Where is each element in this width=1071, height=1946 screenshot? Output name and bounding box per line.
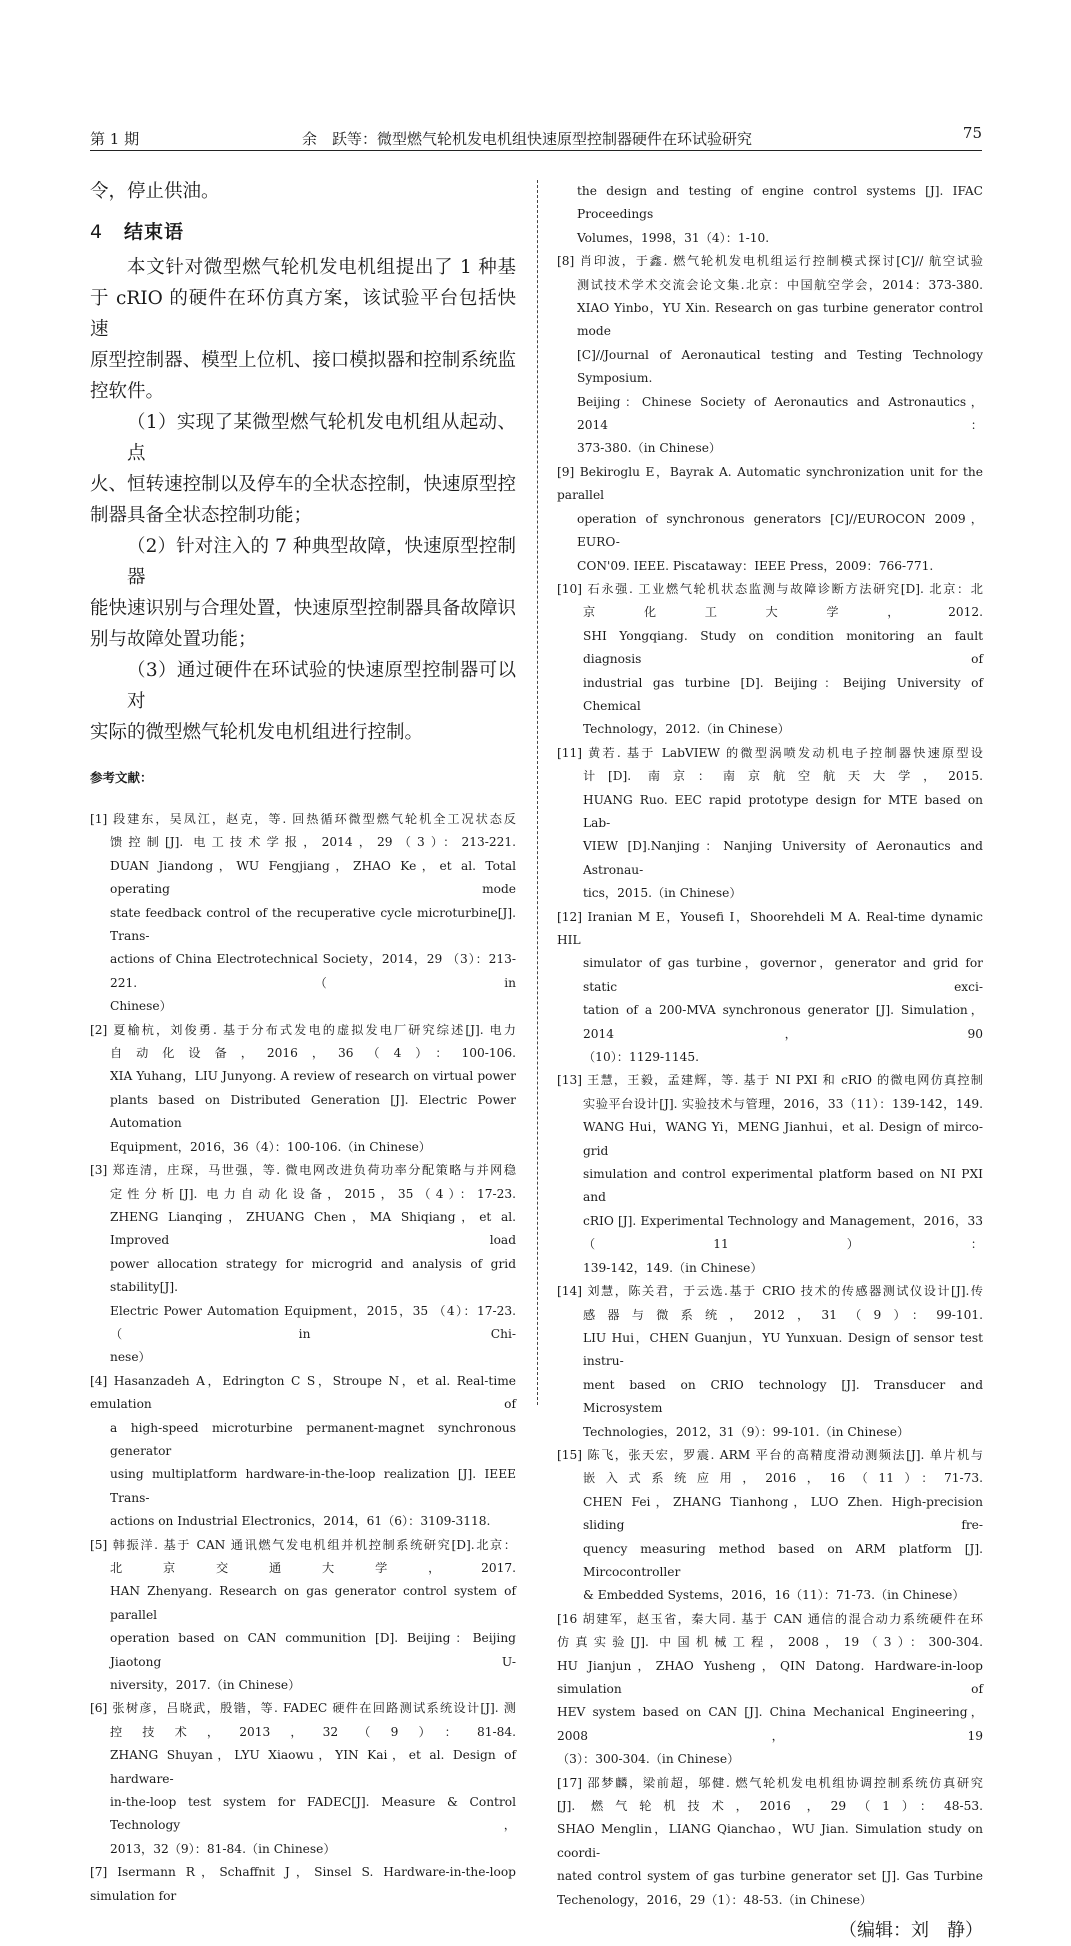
reference-line: [15] 陈飞，张天宏，罗震. ARM 平台的高精度滑动测频法[J]. 单片机与: [557, 1447, 983, 1462]
reference-line: 北京交通大学，2017.: [110, 1561, 516, 1575]
reference-line: operation based on CAN communition [D]. Beijing：Beijing Jiaotong U-: [110, 1631, 516, 1669]
reference-entry: [90, 1861, 516, 1908]
reference-entry: [557, 578, 983, 742]
running-header: [90, 124, 982, 151]
reference-line: [4] Hasanzadeh A，Edrington C S，Stroupe N，et al. Real-time emulation of: [90, 1373, 516, 1412]
paragraph-line: （2）针对注入的 7 种典型故障，快速原型控制器: [127, 536, 516, 588]
reference-line: DUAN Jiandong，WU Fengjiang，ZHAO Ke，et al. Total operating mode: [110, 858, 516, 897]
reference-line: Technology，2012.（in Chinese）: [583, 722, 790, 737]
paragraph-line: （3）通过硬件在环试验的快速原型控制器可以对: [127, 660, 516, 712]
reference-line: SHAO Menglin，LIANG Qianchao，WU Jian. Simulation study on coordi-: [557, 1822, 983, 1860]
reference-line: [7] Isermann R，Schaffnit J，Sinsel S. Hardware-in-the-loop simulation for: [90, 1865, 516, 1903]
reference-entry: [90, 1697, 516, 1861]
paragraph-line: 能快速识别与合理处置，快速原型控制器具备故障识: [90, 598, 516, 619]
reference-line: Techenology，2016，29（1）：48-53.（in Chinese）: [557, 1892, 873, 1907]
reference-line: 373-380.（in Chinese）: [577, 441, 722, 456]
reference-entry: [90, 1159, 516, 1370]
reference-line: using multiplatform hardware-in-the-loop realization [J]. IEEE Trans-: [110, 1467, 516, 1505]
issue-label: 第 1 期: [90, 130, 140, 148]
reference-entry: [557, 1444, 983, 1608]
reference-line: tics，2015.（in Chinese）: [583, 886, 742, 901]
reference-line: ment based on CRIO technology [J]. Transducer and Microsystem: [583, 1377, 983, 1416]
reference-entry: [557, 906, 983, 1070]
reference-line: in-the-loop test system for FADEC[J]. Measure & Control Technology，: [110, 1795, 516, 1833]
reference-line: 2013，32（9）：81-84.（in Chinese）: [110, 1841, 336, 1856]
conclusion-paragraph: [90, 655, 516, 748]
intro-line: 令，停止供油。: [90, 181, 220, 202]
reference-entry: [557, 180, 983, 250]
reference-line: nese）: [110, 1350, 151, 1365]
reference-line: a high-speed microturbine permanent-magnet synchronous generator: [110, 1420, 516, 1458]
reference-entry: [90, 808, 516, 1019]
reference-line: （10）：1129-1145.: [583, 1050, 699, 1065]
references-list-left: [90, 808, 516, 1908]
reference-line: 实验平台设计[J]. 实验技术与管理，2016，33（11）：139-142，149.: [583, 1096, 983, 1111]
reference-entry: [557, 250, 983, 461]
reference-line: 仿真实验[J]. 中国机械工程，2008，19（3）：300-304.: [557, 1635, 983, 1650]
running-title: 余 跃等：微型燃气轮机发电机组快速原型控制器硬件在环试验研究: [302, 130, 753, 148]
reference-line: [1] 段建东，吴凤江，赵克，等. 回热循环微型燃气轮机全工况状态反: [90, 812, 516, 826]
reference-entry: [557, 461, 983, 578]
reference-line: 计[D]. 南京：南京航空航天大学，2015.: [583, 769, 983, 784]
reference-line: nated control system of gas turbine generator set [J]. Gas Turbine: [557, 1869, 983, 1884]
reference-line: Chinese）: [110, 999, 172, 1014]
reference-line: 馈控制[J]. 电工技术学报，2014，29（3）：213-221.: [110, 835, 516, 850]
reference-line: 自动化设备，2016，36（4）：100-106.: [110, 1046, 516, 1061]
paragraph-line: 制器具备全状态控制功能；: [90, 505, 313, 526]
reference-line: Technologies，2012，31（9）：99-101.（in Chinese）: [583, 1424, 910, 1439]
reference-line: simulator of gas turbine，governor，generator and grid for static exci-: [583, 956, 983, 994]
reference-line: 嵌入式系统应用，2016，16（11）：71-73.: [583, 1471, 983, 1486]
editor-row: [557, 1912, 983, 1946]
reference-line: [3] 郑连清，庄琛，马世强，等. 微电网改进负荷功率分配策略与并网稳: [90, 1163, 516, 1178]
reference-line: [2] 夏榆杭，刘俊勇. 基于分布式发电的虚拟发电厂研究综述[J]. 电力: [90, 1022, 516, 1037]
reference-line: [17] 邵梦麟，梁前超，邬健. 燃气轮机发电机组协调控制系统仿真研究: [557, 1775, 983, 1790]
paragraph-line: 于 cRIO 的硬件在环仿真方案，该试验平台包括快速: [90, 288, 516, 340]
reference-line: HU Jianjun，ZHAO Yusheng，QIN Datong. Hardware-in-loop simulation of: [557, 1658, 983, 1696]
reference-entry: [90, 1019, 516, 1159]
paragraph-line: 本文针对微型燃气轮机发电机组提出了 1 种基: [127, 257, 516, 278]
conclusion-paragraph: [90, 252, 516, 407]
reference-line: [9] Bekiroglu E，Bayrak A. Automatic synchronization unit for the parallel: [557, 464, 983, 503]
section-number: 4: [90, 221, 104, 243]
reference-line: CON'09. IEEE. Piscataway：IEEE Press，2009：766-771.: [577, 558, 934, 573]
section-heading: [90, 217, 516, 244]
reference-line: Volumes，1998，31（4）：1-10.: [577, 230, 770, 245]
reference-line: XIA Yuhang，LIU Junyong. A review of research on virtual power: [110, 1069, 516, 1084]
paragraph-line: 别与故障处置功能；: [90, 629, 257, 650]
reference-line: ZHENG Lianqing，ZHUANG Chen，MA Shiqiang，et al. Improved load: [110, 1209, 516, 1248]
reference-line: simulation and control experimental platform based on NI PXI and: [583, 1167, 983, 1205]
reference-line: operation of synchronous generators [C]//EUROCON 2009，EURO-: [577, 511, 983, 550]
reference-line: [C]//Journal of Aeronautical testing and Testing Technology Symposium.: [577, 347, 983, 386]
references-heading: 参考文献：: [90, 770, 153, 785]
reference-line: industrial gas turbine [D]. Beijing：Beijing University of Chemical: [583, 675, 983, 713]
reference-line: （3）：300-304.（in Chinese）: [557, 1752, 740, 1767]
paragraph-line: 原型控制器、模型上位机、接口模拟器和控制系统监: [90, 350, 516, 371]
reference-line: plants based on Distributed Generation [J]. Electric Power Automation: [110, 1092, 516, 1131]
reference-line: 测试技术学术交流会论文集.北京：中国航空学会，2014：373-380.: [577, 277, 983, 292]
reference-line: power allocation strategy for microgrid and analysis of grid stability[J].: [110, 1256, 516, 1295]
reference-line: HEV system based on CAN [J]. China Mechanical Engineering，2008，19: [557, 1705, 983, 1743]
reference-entry: [90, 1370, 516, 1534]
reference-line: actions of China Electrotechnical Society，2014，29 （3）：213-221.（in: [110, 952, 516, 990]
reference-line: Beijing：Chinese Society of Aeronautics and Astronautics，2014：: [577, 394, 983, 433]
reference-line: niversity，2017.（in Chinese）: [110, 1678, 301, 1693]
reference-line: [8] 肖印波，于鑫. 燃气轮机发电机组运行控制模式探讨[C]// 航空试验: [557, 254, 983, 269]
reference-line: XIAO Yinbo，YU Xin. Research on gas turbine generator control mode: [577, 301, 983, 339]
reference-line: cRIO [J]. Experimental Technology and Management，2016，33（11）：: [583, 1213, 983, 1252]
reference-line: [10] 石永强. 工业燃气轮机状态监测与故障诊断方法研究[D]. 北京：北: [557, 581, 983, 596]
reference-line: actions on Industrial Electronics，2014，61（6）：3109-3118.: [110, 1514, 491, 1529]
reference-entry: [557, 1608, 983, 1772]
reference-entry: [557, 742, 983, 906]
reference-line: & Embedded Systems，2016，16（11）：71-73.（in Chinese）: [583, 1588, 965, 1603]
reference-line: 139-142，149.（in Chinese）: [583, 1260, 763, 1275]
paragraph-line: 火、恒转速控制以及停车的全状态控制，快速原型控: [90, 474, 516, 495]
reference-line: WANG Hui，WANG Yi，MENG Jianhui，et al. Design of mirco-grid: [583, 1120, 983, 1158]
reference-line: [5] 韩振洋. 基于 CAN 通讯燃气发电机组并机控制系统研究[D].北京：: [90, 1537, 516, 1552]
reference-line: 控技术，2013，32（9）：81-84.: [110, 1724, 516, 1739]
reference-line: [J]. 燃气轮机技术，2016 ，29（1）：48-53.: [557, 1799, 983, 1814]
reference-line: HUANG Ruo. EEC rapid prototype design for MTE based on Lab-: [583, 792, 983, 830]
reference-line: 京化工大学，2012.: [583, 605, 983, 620]
reference-line: ZHANG Shuyan，LYU Xiaowu，YIN Kai，et al. Design of hardware-: [110, 1748, 516, 1786]
reference-line: 感器与微系统，2012，31（9）：99-101.: [583, 1307, 983, 1322]
reference-line: the design and testing of engine control systems [J]. IFAC Proceedings: [577, 184, 983, 222]
reference-line: [11] 黄若. 基于 LabVIEW 的微型涡喷发动机电子控制器快速原型设: [557, 745, 983, 760]
conclusion-paragraphs: [90, 252, 516, 748]
reference-line: [16 胡建军，赵玉省，秦大同. 基于 CAN 通信的混合动力系统硬件在环: [557, 1611, 983, 1626]
reference-line: [6] 张树彦，吕晓武，殷锴，等. FADEC 硬件在回路测试系统设计[J]. 测: [90, 1701, 516, 1716]
reference-line: VIEW [D].Nanjing：Nanjing University of Aeronautics and Astronau-: [583, 839, 983, 877]
paragraph-line: 控软件。: [90, 381, 165, 402]
reference-line: HAN Zhenyang. Research on gas generator control system of parallel: [110, 1584, 516, 1622]
editor-credit: （编辑：刘 静）: [839, 1920, 983, 1942]
column-divider: [537, 180, 538, 1405]
reference-line: state feedback control of the recuperative cycle microturbine[J]. Trans-: [110, 905, 516, 944]
reference-line: [13] 王慧，王毅，孟建辉，等. 基于 NI PXI 和 cRIO 的微电网仿真控制: [557, 1073, 983, 1088]
reference-line: CHEN Fei，ZHANG Tianhong，LUO Zhen. High-precision sliding fre-: [583, 1494, 983, 1533]
reference-line: Equipment，2016，36（4）：100-106.（in Chinese）: [110, 1139, 431, 1154]
reference-entry: [90, 1534, 516, 1698]
reference-entry: [557, 1772, 983, 1912]
page-number: 75: [962, 124, 982, 142]
reference-line: 定性分析[J]. 电力自动化设备，2015，35（4）：17-23.: [110, 1186, 516, 1201]
reference-entry: [557, 1069, 983, 1280]
paragraph-line: 实际的微型燃气轮机发电机组进行控制。: [90, 722, 424, 743]
reference-entry: [557, 1280, 983, 1444]
left-column: [90, 176, 516, 1908]
reference-line: LIU Hui，CHEN Guanjun，YU Yunxuan. Design of sensor test instru-: [583, 1330, 983, 1369]
reference-line: [14] 刘慧，陈关君，于云选.基于 CRIO 技术的传感器测试仪设计[J].传: [557, 1284, 983, 1299]
section-title: 结束语: [124, 221, 185, 243]
reference-line: Electric Power Automation Equipment，2015，35 （4）：17-23.（in Chi-: [110, 1303, 516, 1341]
conclusion-paragraph: [90, 531, 516, 655]
references-list-right: [557, 180, 983, 1912]
right-column: [557, 180, 983, 1946]
conclusion-paragraph: [90, 407, 516, 531]
reference-line: quency measuring method based on ARM platform [J]. Mircocontroller: [583, 1541, 983, 1579]
reference-line: SHI Yongqiang. Study on condition monitoring an fault diagnosis of: [583, 628, 983, 667]
reference-line: [12] Iranian M E，Yousefi I，Shoorehdeli M A. Real-time dynamic HIL: [557, 909, 983, 947]
reference-line: tation of a 200-MVA synchronous generator [J]. Simulation，2014，90: [583, 1003, 983, 1041]
paragraph-line: （1）实现了某微型燃气轮机发电机组从起动、点: [127, 412, 516, 464]
